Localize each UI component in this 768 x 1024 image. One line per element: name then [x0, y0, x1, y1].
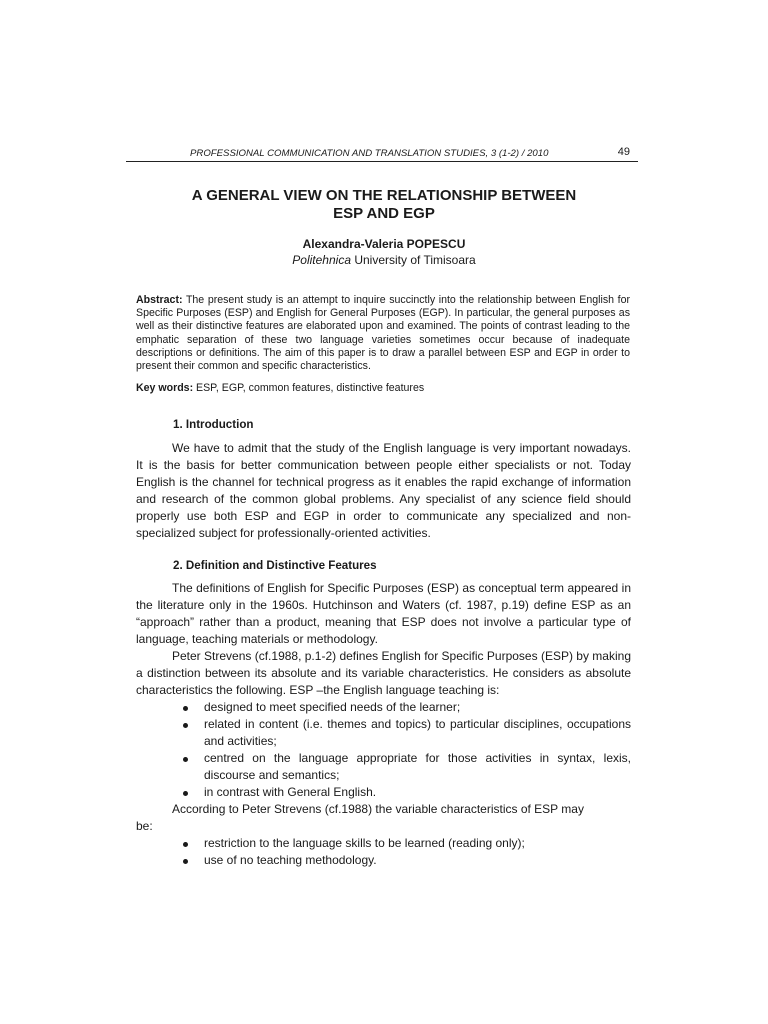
- affiliation-rest: University of Timisoara: [351, 253, 476, 267]
- keywords-label: Key words:: [136, 382, 194, 394]
- bullet-icon: [183, 842, 188, 847]
- affiliation: [136, 253, 632, 268]
- bullet-icon: [183, 706, 188, 711]
- definition-paragraph-2: Peter Strevens (cf.1988, p.1-2) defines English for Specific Purposes (ESP) by making a distinction between its absolute and its variable characteristics. He considers as absolute characteristics the following. ESP –the English language teaching is:: [136, 649, 631, 697]
- section-heading-introduction: 1. Introduction: [173, 418, 254, 431]
- list-item-text: centred on the language appropriate for those activities in syntax, lexis, discourse and semantics;: [204, 751, 631, 782]
- absolute-characteristics-list: [136, 699, 631, 801]
- list-item: [136, 835, 631, 852]
- list-item: [136, 750, 631, 784]
- paper-title: [136, 187, 632, 223]
- abstract: [136, 294, 630, 373]
- list-item-text: use of no teaching methodology.: [204, 853, 377, 867]
- variable-characteristics-list: [136, 835, 631, 869]
- page-number: 49: [617, 146, 630, 158]
- bullet-icon: [183, 757, 188, 762]
- list-item-text: designed to meet specified needs of the learner;: [204, 700, 461, 714]
- affiliation-italic: Politehnica: [292, 253, 351, 267]
- list-item: [136, 699, 631, 716]
- list-item-text: in contrast with General English.: [204, 785, 377, 799]
- introduction-body: [136, 440, 631, 542]
- abstract-text: The present study is an attempt to inquire succinctly into the relationship between English for Specific Purposes (ESP) and English for General Purposes (EGP). In particular, the general purposes as well as their distinctive features are elaborated upon and examined. The points of contrast leading to the emphatic separation of these two language varieties sometimes occur because of inadequate descriptions or definitions. The aim of this paper is to draw a parallel between ESP and EGP in order to present their common and specific characteristics.: [136, 294, 630, 373]
- keywords: [136, 382, 630, 395]
- definition-paragraph-1: The definitions of English for Specific Purposes (ESP) as conceptual term appeared in the literature only in the 1960s. Hutchinson and Waters (cf. 1987, p.19) define ESP as an “approach” rather than a product, meaning that ESP does not involve a particular type of language, teaching materials or methodology.: [136, 581, 631, 646]
- list-item: [136, 784, 631, 801]
- list-item-text: restriction to the language skills to be learned (reading only);: [204, 836, 525, 850]
- author-name: Alexandra-Valeria POPESCU: [302, 237, 466, 251]
- section-heading-definition: 2. Definition and Distinctive Features: [173, 559, 377, 572]
- list-item: [136, 716, 631, 750]
- list-item-text: related in content (i.e. themes and topics) to particular disciplines, occupations and activities;: [204, 717, 631, 748]
- bullet-icon: [183, 723, 188, 728]
- keywords-text: ESP, EGP, common features, distinctive features: [193, 382, 425, 394]
- definition-paragraph-3-continued: be:: [136, 819, 153, 833]
- running-header: [126, 146, 638, 162]
- title-line-2: ESP AND EGP: [333, 205, 435, 222]
- introduction-paragraph: We have to admit that the study of the English language is very important nowadays. It is the basis for better communication between people either specialists or not. Today English is the channel for technical progress as it enables the rapid exchange of information and research of the common global problems. Any specialist of any science field should properly use both ESP and EGP in order to communicate any specialized and non- specialized subject for professionally-oriented activities.: [136, 441, 631, 540]
- bullet-icon: [183, 859, 188, 864]
- abstract-label: Abstract:: [136, 294, 183, 306]
- definition-body: [136, 580, 631, 869]
- list-item: [136, 852, 631, 869]
- journal-citation: PROFESSIONAL COMMUNICATION AND TRANSLATION STUDIES, 3 (1-2) / 2010: [190, 148, 549, 159]
- definition-paragraph-3: According to Peter Strevens (cf.1988) the variable characteristics of ESP may: [172, 802, 584, 816]
- bullet-icon: [183, 791, 188, 796]
- title-line-1: A GENERAL VIEW ON THE RELATIONSHIP BETWEEN: [191, 187, 577, 204]
